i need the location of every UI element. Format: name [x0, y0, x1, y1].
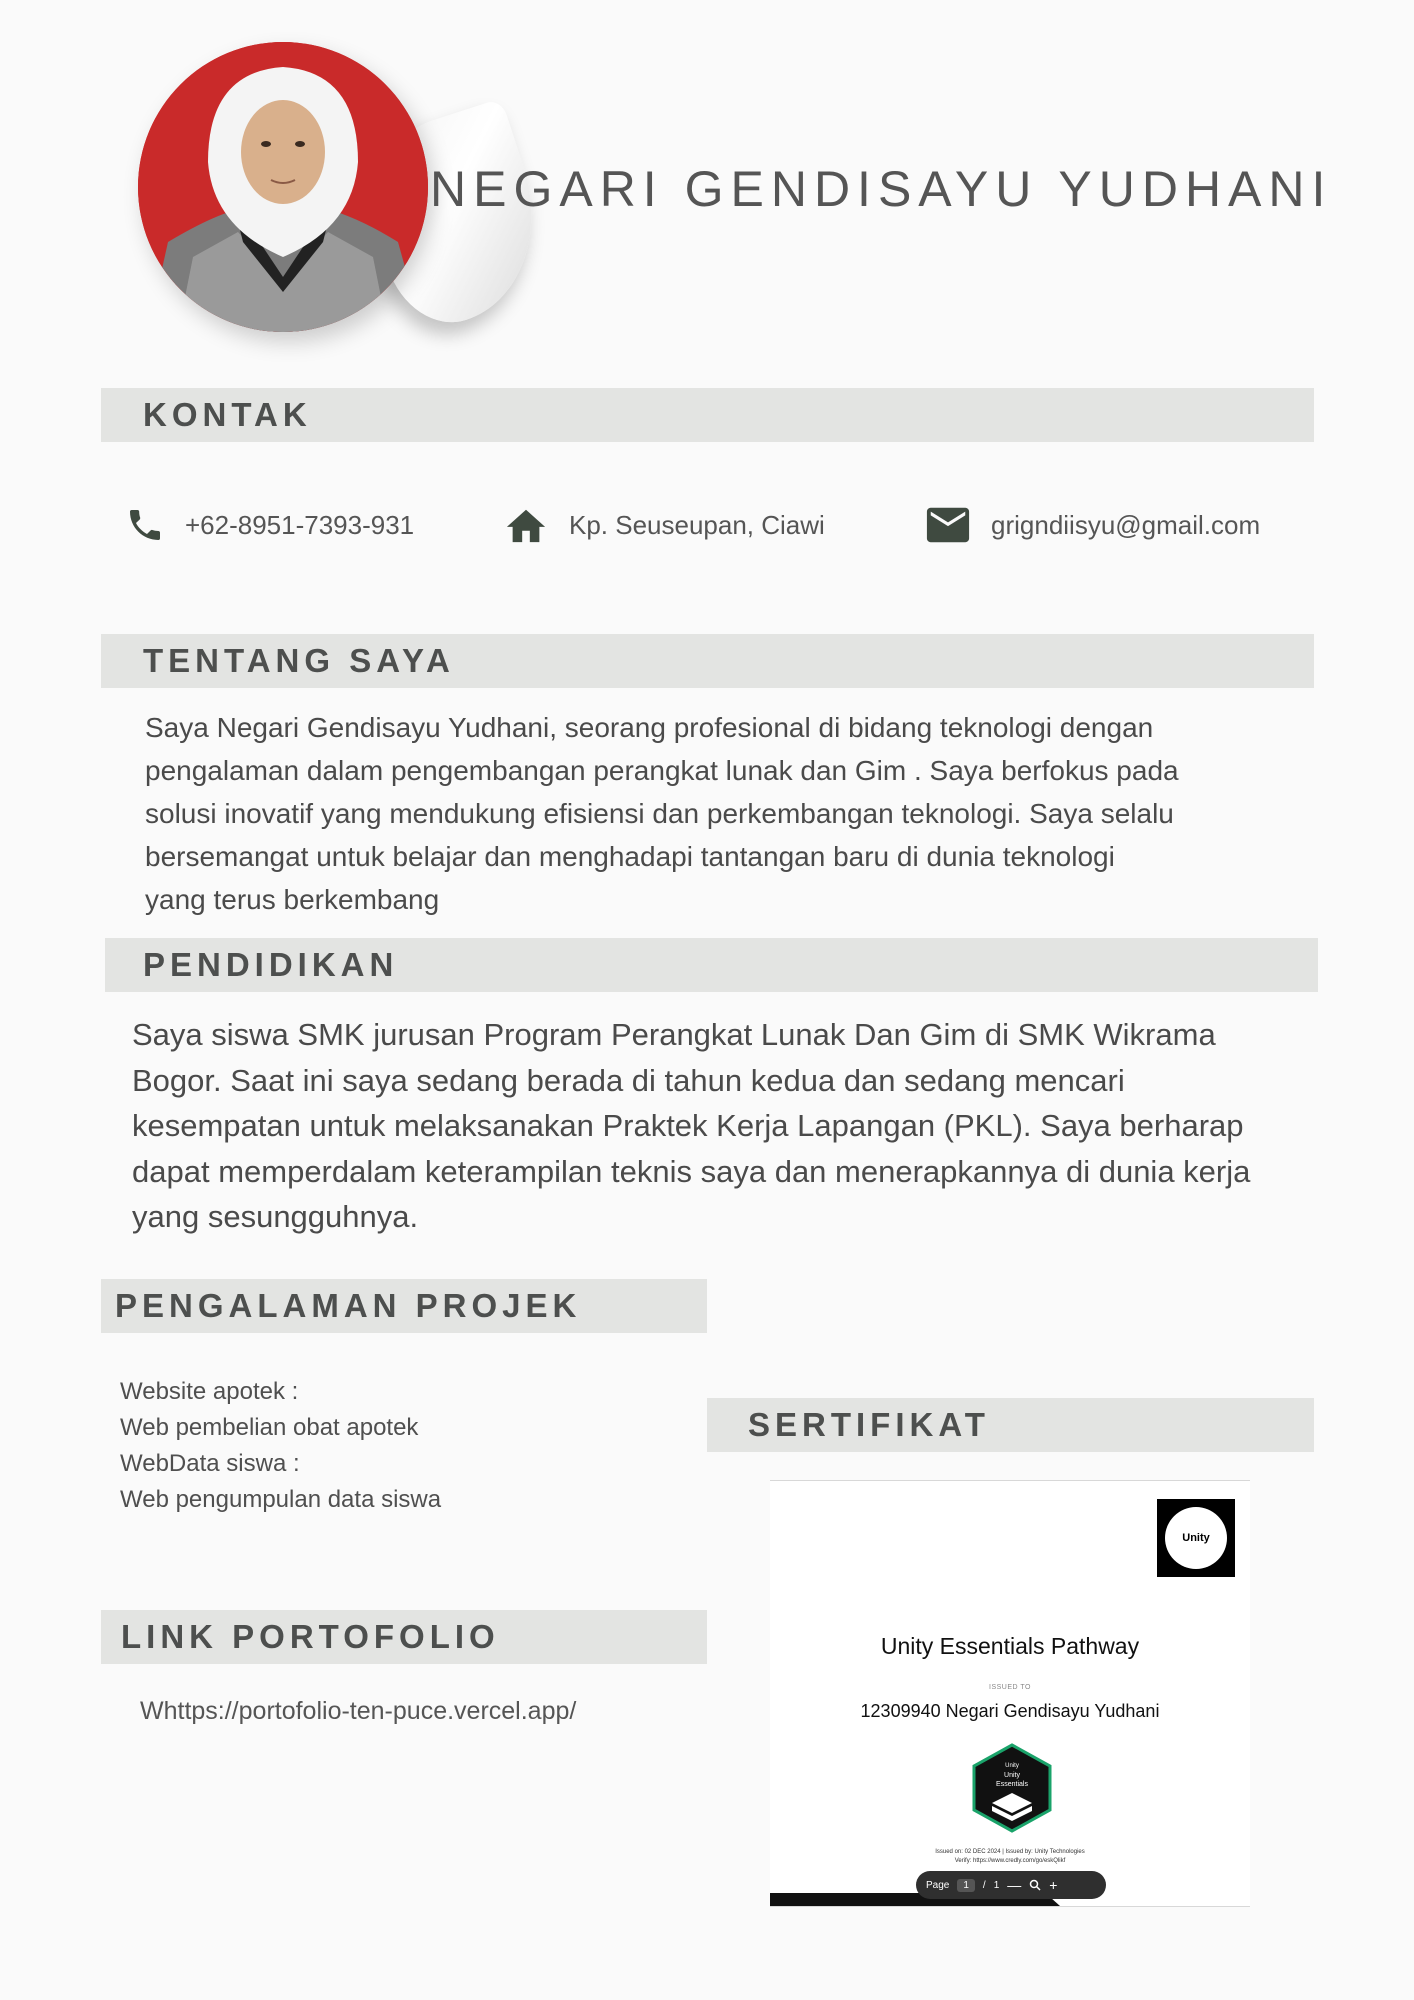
section-title-portofolio: LINK PORTOFOLIO [121, 1618, 500, 1655]
avatar [138, 42, 428, 332]
pdf-toolbar[interactable] [916, 1871, 1106, 1899]
section-title-sertifikat: SERTIFIKAT [748, 1406, 990, 1443]
issued-on-text: Issued on: 02 DEC 2024 | Issued by: Unity Technologies [935, 1849, 1085, 1855]
zoom-out-button[interactable]: — [1007, 1877, 1022, 1893]
list-item: Website apotek : [120, 1378, 299, 1405]
about-line: bersemangat untuk belajar dan menghadapi tantangan baru di dunia teknologi [145, 841, 1115, 872]
person-portrait-icon [138, 42, 428, 332]
page-title: NEGARI GENDISAYU YUDHANI [430, 161, 1333, 217]
unity-logo [1157, 1499, 1235, 1577]
section-bar-tentang [101, 634, 1314, 688]
section-bar-sertifikat [707, 1398, 1314, 1452]
list-item: WebData siswa : [120, 1450, 300, 1477]
about-line: yang terus berkembang [145, 884, 440, 915]
unity-logo-text: Unity [1165, 1507, 1227, 1569]
section-bar-pengalaman [101, 1279, 707, 1333]
section-title-tentang: TENTANG SAYA [143, 642, 455, 679]
badge-brand: Unity [1005, 1763, 1019, 1769]
certificate-recipient: 12309940 Negari Gendisayu Yudhani [860, 1701, 1160, 1721]
list-item: Web pengumpulan data siswa [120, 1486, 442, 1513]
certificate-title: Unity Essentials Pathway [880, 1633, 1140, 1659]
contact-email[interactable] [925, 500, 1260, 550]
badge-line2: Essentials [996, 1781, 1028, 1788]
certificate-preview[interactable] [770, 1480, 1250, 1907]
education-text [132, 1012, 1332, 1240]
profile-photo [138, 42, 428, 332]
phone-text: +62-8951-7393-931 [185, 509, 415, 540]
project-list [120, 1374, 441, 1518]
section-bar-pendidikan [105, 938, 1318, 992]
zoom-icon[interactable] [1029, 1879, 1041, 1891]
education-line: kesempatan untuk melaksanakan Praktek Kerja Lapangan (PKL). Saya berharap [132, 1108, 1244, 1143]
contact-phone[interactable] [125, 500, 414, 550]
section-bar-kontak [101, 388, 1314, 442]
issued-to-label: ISSUED TO [989, 1684, 1031, 1691]
education-line: yang sesungguhnya. [132, 1199, 419, 1234]
certificate-meta [770, 1848, 1250, 1866]
section-title-kontak: KONTAK [143, 396, 312, 433]
page-total: 1 [993, 1879, 1000, 1891]
address-text: Kp. Seuseupan, Ciawi [569, 509, 825, 540]
page-label: Page [926, 1879, 950, 1891]
home-icon [503, 504, 549, 546]
education-line: dapat memperdalam keterampilan teknis saya dan menerapkannya di dunia kerja [132, 1153, 1251, 1189]
section-bar-portofolio [101, 1610, 707, 1664]
phone-icon [125, 505, 165, 545]
contact-address [503, 500, 825, 550]
mail-icon [925, 507, 971, 543]
page-separator: / [982, 1879, 986, 1891]
about-line: pengalaman dalam pengembangan perangkat lunak dan Gim . Saya berfokus pada [145, 755, 1179, 786]
verify-link[interactable]: Verify: https://www.credly.com/go/eskQlikf [954, 1858, 1066, 1864]
unity-badge-icon [970, 1743, 1054, 1833]
zoom-in-button[interactable]: + [1049, 1877, 1058, 1893]
badge-line1: Unity [1004, 1772, 1020, 1779]
education-line: Saya siswa SMK jurusan Program Perangkat Lunak Dan Gim di SMK Wikrama [132, 1017, 1216, 1052]
list-item: Web pembelian obat apotek [120, 1414, 419, 1441]
page-input[interactable]: 1 [957, 1879, 975, 1892]
email-text: grigndiisyu@gmail.com [991, 509, 1261, 540]
section-title-pendidikan: PENDIDIKAN [143, 946, 399, 983]
about-line: solusi inovatif yang mendukung efisiensi dan perkembangan teknologi. Saya selalu [145, 798, 1174, 829]
section-title-pengalaman: PENGALAMAN PROJEK [115, 1287, 582, 1324]
education-line: Bogor. Saat ini saya sedang berada di tahun kedua dan sedang mencari [132, 1062, 1125, 1098]
about-line: Saya Negari Gendisayu Yudhani, seorang profesional di bidang teknologi dengan [145, 712, 1154, 743]
about-text [145, 706, 1295, 921]
portfolio-link[interactable]: Whttps://portofolio-ten-puce.vercel.app/ [140, 1697, 577, 1725]
